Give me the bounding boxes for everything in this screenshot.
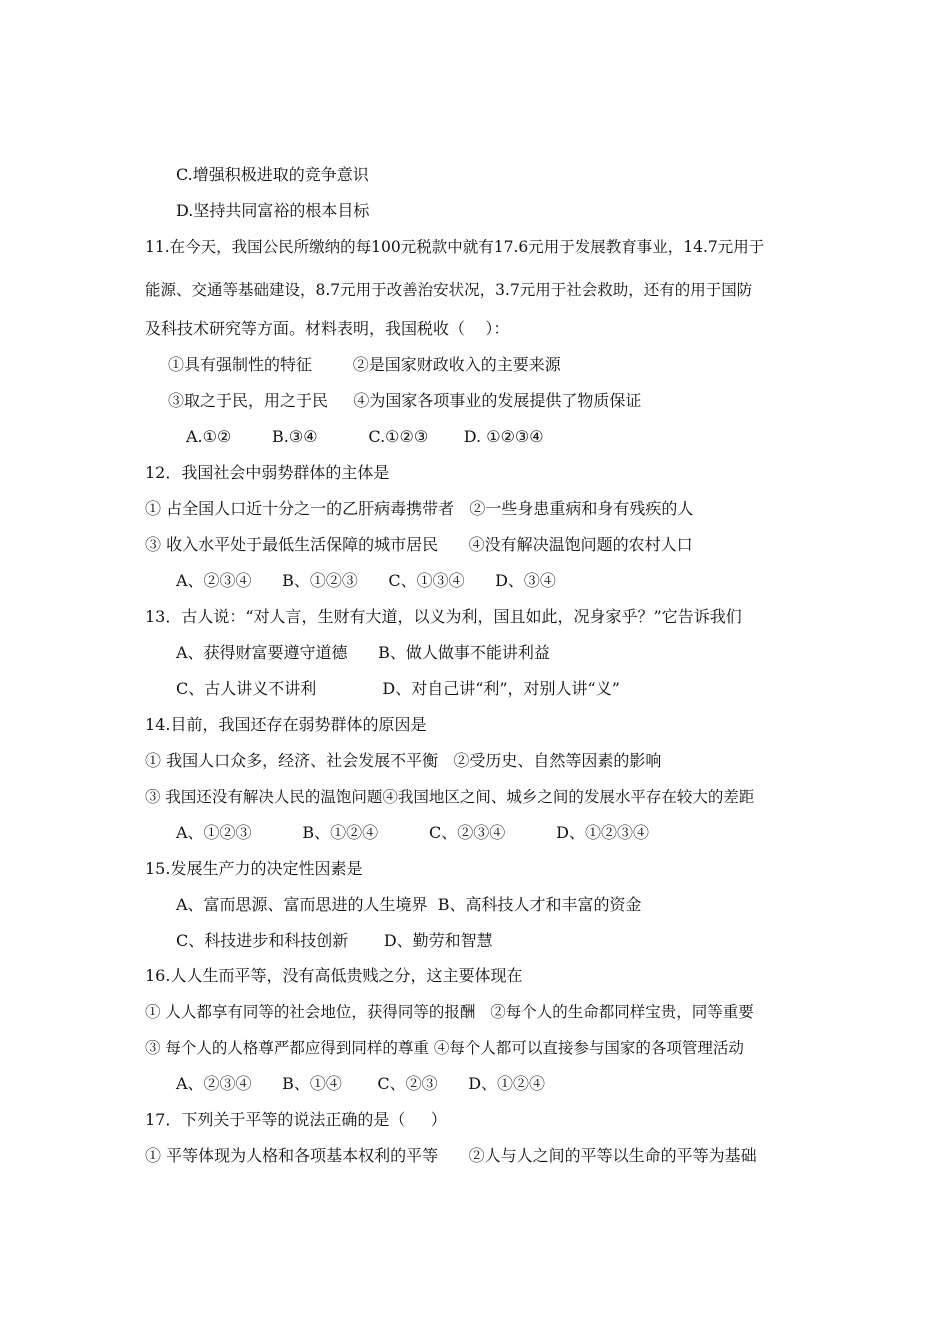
q10-option-d: D.坚持共同富裕的根本目标 (176, 201, 370, 220)
q14-statements-2: ③ 我国还没有解决人民的温饱问题④我国地区之间、城乡之间的发展水平存在较大的差距 (145, 788, 755, 806)
q11-answer-options: A.①② B.③④ C.①②③ D. ①②③④ (186, 427, 544, 446)
q17-stem: 17．下列关于平等的说法正确的是（ ） (145, 1110, 447, 1129)
q15-options-cd: C、科技进步和科技创新 D、勤劳和智慧 (176, 931, 493, 950)
q14-stem: 14.目前，我国还存在弱势群体的原因是 (145, 715, 427, 734)
q13-stem: 13．古人说：“对人言，生财有大道，以义为利，国且如此，况身家乎？”它告诉我们 (145, 607, 742, 626)
q15-options-ab: A、富而思源、富而思进的人生境界 B、高科技人才和丰富的资金 (176, 895, 642, 914)
q15-stem: 15.发展生产力的决定性因素是 (145, 859, 363, 878)
q12-statements-1: ① 占全国人口近十分之一的乙肝病毒携带者 ②一些身患重病和身有残疾的人 (145, 499, 694, 518)
q13-options-cd: C、古人讲义不讲利 D、对自己讲“利”，对别人讲“义” (176, 679, 620, 698)
q11-statements-1: ①具有强制性的特征 ②是国家财政收入的主要来源 (168, 355, 561, 374)
q11-stem-line3: 及科技术研究等方面。材料表明，我国税收（ ）： (145, 319, 510, 338)
q11-stem-line1: 11.在今天，我国公民所缴纳的每100元税款中就有17.6元用于发展教育事业，14.7元用于 (145, 238, 765, 256)
q12-answer-options: A、②③④ B、①②③ C、①③④ D、③④ (176, 571, 556, 590)
q10-option-c: C.增强积极进取的竞争意识 (176, 165, 369, 184)
q14-answer-options: A、①②③ B、①②④ C、②③④ D、①②③④ (176, 823, 649, 842)
q11-statements-2: ③取之于民，用之于民 ④为国家各项事业的发展提供了物质保证 (168, 391, 642, 410)
q16-statements-2: ③ 每个人的人格尊严都应得到同样的尊重 ④每个人都可以直接参与国家的各项管理活动 (145, 1039, 744, 1057)
q16-statements-1: ① 人人都享有同等的社会地位，获得同等的报酬 ②每个人的生命都同样宝贵，同等重要 (145, 1003, 754, 1021)
q14-statements-1: ① 我国人口众多，经济、社会发展不平衡 ②受历史、自然等因素的影响 (145, 751, 662, 770)
q12-statements-2: ③ 收入水平处于最低生活保障的城市居民 ④没有解决温饱问题的农村人口 (145, 535, 693, 554)
q13-options-ab: A、获得财富要遵守道德 B、做人做事不能讲利益 (176, 643, 550, 662)
q17-statements-1: ① 平等体现为人格和各项基本权利的平等 ②人与人之间的平等以生命的平等为基础 (145, 1146, 757, 1165)
q11-stem-line2: 能源、交通等基础建设，8.7元用于改善治安状况，3.7元用于社会救助，还有的用于国防 (145, 281, 753, 299)
q16-answer-options: A、②③④ B、①④ C、②③ D、①②④ (176, 1074, 546, 1093)
q16-stem: 16.人人生而平等，没有高低贵贱之分，这主要体现在 (145, 966, 523, 985)
q12-stem: 12．我国社会中弱势群体的主体是 (145, 463, 390, 482)
